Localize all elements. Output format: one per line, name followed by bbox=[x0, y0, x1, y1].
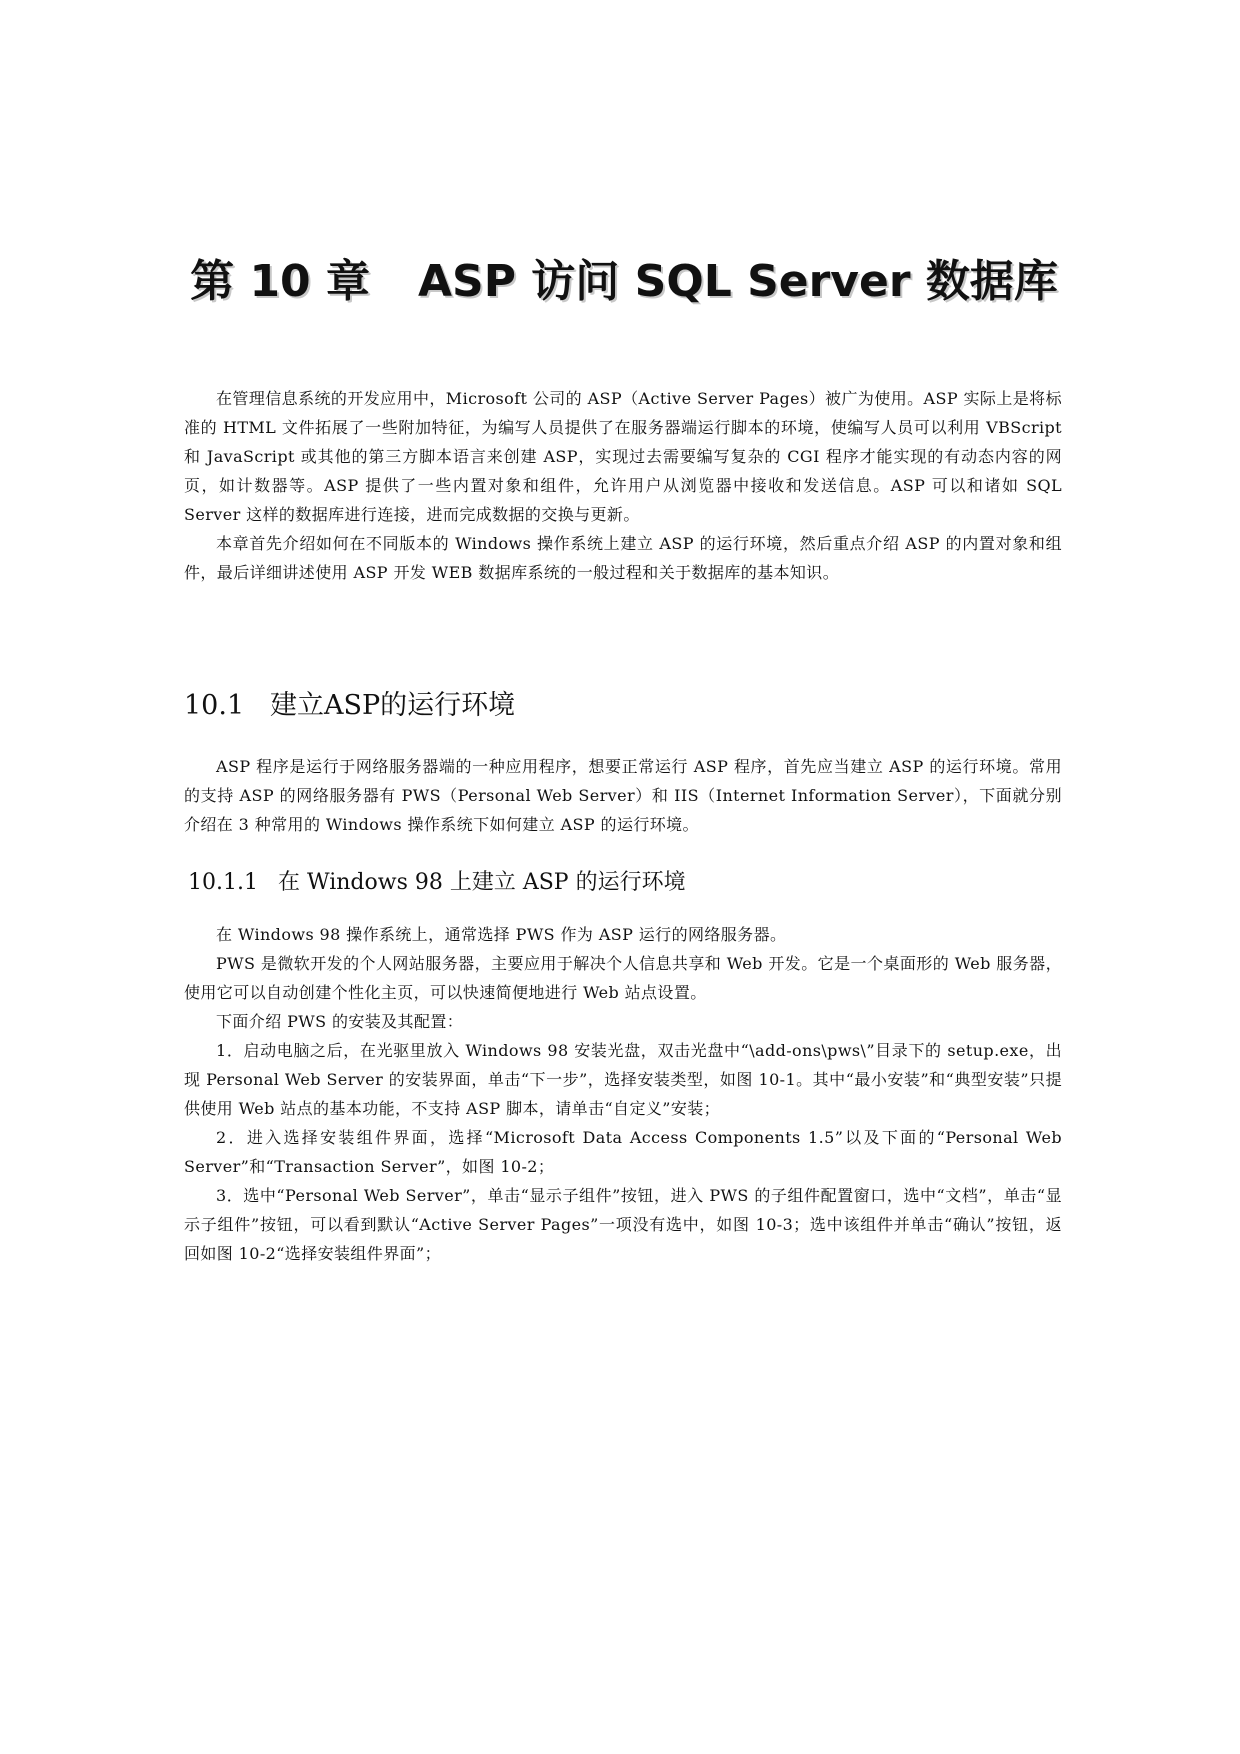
subsection-heading bbox=[188, 866, 686, 900]
paragraph: ASP 程序是运行于网络服务器端的一种应用程序，想要正常运行 ASP 程序，首先应当建立 ASP 的运行环境。常用的支持 ASP 的网络服务器有 PWS（Personal Web Server）和 IIS（Internet Information Server），下面就分别介绍在 3 种常用的 Windows 操作系统下如何建立 ASP 的运行环境。 bbox=[184, 757, 1062, 834]
subsection-number: 10.1.1 bbox=[188, 870, 258, 895]
section-text bbox=[184, 752, 1062, 839]
intro-text bbox=[184, 384, 1062, 587]
section-number: 10.1 bbox=[184, 690, 245, 721]
paragraph: 在管理信息系统的开发应用中，Microsoft 公司的 ASP（Active Server Pages）被广为使用。ASP 实际上是将标准的 HTML 文件拓展了一些附加特征，为编写人员提供了在服务器端运行脚本的环境，使编写人员可以利用 VBScript 和 JavaScript 或其他的第三方脚本语言来创建 ASP，实现过去需要编写复杂的 CGI 程序才能实现的有动态内容的网页，如计数器等。ASP 提供了一些内置对象和组件，允许用户从浏览器中接收和发送信息。ASP 可以和诸如 SQL Server 这样的数据库进行连接，进而完成数据的交换与更新。 bbox=[184, 389, 1062, 524]
subsection-text bbox=[184, 920, 1062, 1268]
list-item: 3．选中“Personal Web Server”，单击“显示子组件”按钮，进入 PWS 的子组件配置窗口，选中“文档”，单击“显示子组件”按钮，可以看到默认“Active Server Pages”一项没有选中，如图 10-3；选中该组件并单击“确认”按钮，返回如图 10-2“选择安装组件界面”； bbox=[184, 1186, 1062, 1263]
paragraph: 下面介绍 PWS 的安装及其配置： bbox=[216, 1012, 464, 1031]
paragraph: 在 Windows 98 操作系统上，通常选择 PWS 作为 ASP 运行的网络服务器。 bbox=[216, 925, 787, 944]
section-title: 建立ASP的运行环境 bbox=[270, 690, 516, 721]
chapter-title-text: ASP 访问 SQL Server 数据库 bbox=[418, 256, 1058, 307]
subsection-title: 在 Windows 98 上建立 ASP 的运行环境 bbox=[278, 870, 686, 895]
paragraph: 本章首先介绍如何在不同版本的 Windows 操作系统上建立 ASP 的运行环境，然后重点介绍 ASP 的内置对象和组件，最后详细讲述使用 ASP 开发 WEB 数据库系统的一般过程和关于数据库的基本知识。 bbox=[184, 534, 1062, 582]
paragraph: PWS 是微软开发的个人网站服务器，主要应用于解决个人信息共享和 Web 开发。它是一个桌面形的 Web 服务器，使用它可以自动创建个性化主页，可以快速简便地进行 Web 站点设置。 bbox=[184, 954, 1062, 1002]
list-item: 2．进入选择安装组件界面，选择“Microsoft Data Access Components 1.5”以及下面的“Personal Web Server”和“Transaction Server”，如图 10-2； bbox=[184, 1128, 1062, 1176]
chapter-title bbox=[184, 252, 1064, 312]
chapter-label: 第 10 章 bbox=[190, 256, 370, 307]
list-item: 1．启动电脑之后，在光驱里放入 Windows 98 安装光盘，双击光盘中“\add-ons\pws\”目录下的 setup.exe，出现 Personal Web Server 的安装界面，单击“下一步”，选择安装类型，如图 10-1。其中“最小安装”和“典型安装”只提供使用 Web 站点的基本功能，不支持 ASP 脚本，请单击“自定义”安装； bbox=[184, 1041, 1062, 1118]
section-heading bbox=[184, 686, 515, 726]
